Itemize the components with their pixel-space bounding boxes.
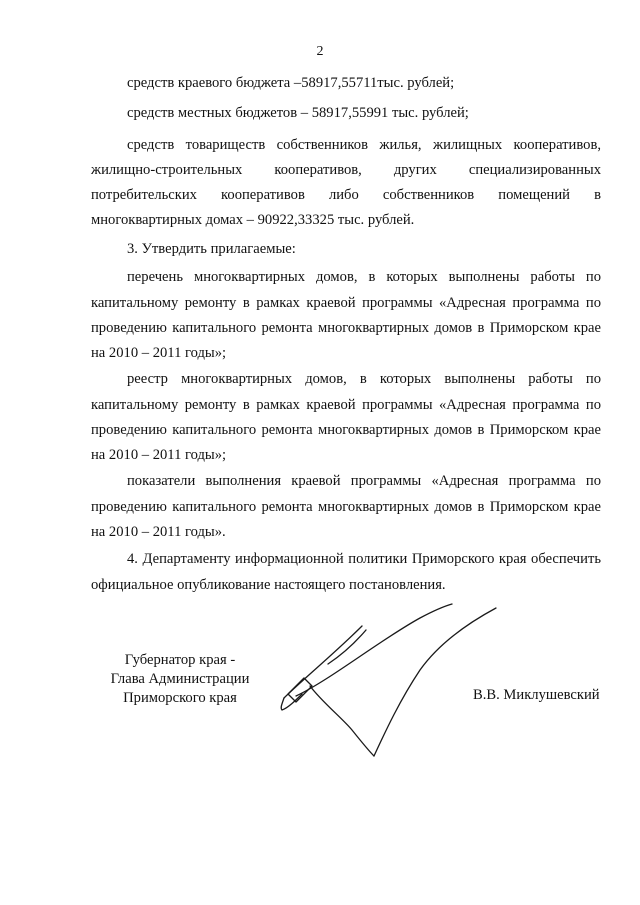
signatory-title-line-3: Приморского края <box>123 690 237 706</box>
list1-line-2: капитальному ремонту в рамках краевой программы «Адресная программа по <box>91 295 601 311</box>
page-number: 2 <box>316 44 324 59</box>
list1-line-1: перечень многоквартирных домов, в которых выполнены работы по <box>127 269 601 285</box>
list1-line-3: проведению капитального ремонта многоквартирных домов в Приморском крае <box>91 320 601 336</box>
signatory-name: В.В. Миклушевский <box>473 687 600 703</box>
list2-line-2: капитальному ремонту в рамках краевой программы «Адресная программа по <box>91 397 601 413</box>
funding-associations-line-1: средств товариществ собственников жилья, жилищных кооперативов, <box>127 137 601 153</box>
signatory-title-line-1: Губернатор края - <box>124 652 236 668</box>
item4-line-1: 4. Департаменту информационной политики Приморского края обеспечить <box>127 551 601 567</box>
handwritten-signature <box>270 600 510 760</box>
item3-heading: 3. Утвердить прилагаемые: <box>127 241 296 257</box>
funding-regional: средств краевого бюджета –58917,55711тыс. рублей; <box>127 75 455 91</box>
funding-associations-line-3: потребительских кооперативов либо собственников помещений в <box>91 187 601 203</box>
list2-line-4: на 2010 – 2011 годы»; <box>91 447 227 463</box>
list3-line-2: проведению капитального ремонта многоквартирных домов в Приморском крае <box>91 499 601 515</box>
list3-line-1: показатели выполнения краевой программы «Адресная программа по <box>127 473 601 489</box>
list2-line-3: проведению капитального ремонта многоквартирных домов в Приморском крае <box>91 422 601 438</box>
list1-line-4: на 2010 – 2011 годы»; <box>91 345 227 361</box>
funding-local: средств местных бюджетов – 58917,55991 тыс. рублей; <box>127 105 469 121</box>
signatory-title-line-2: Глава Администрации <box>110 671 250 687</box>
list2-line-1: реестр многоквартирных домов, в которых выполнены работы по <box>127 371 601 387</box>
item4-line-2: официальное опубликование настоящего постановления. <box>91 577 446 593</box>
funding-associations-line-4: многоквартирных домах – 90922,33325 тыс. рублей. <box>91 212 415 228</box>
list3-line-3: на 2010 – 2011 годы». <box>91 524 226 540</box>
funding-associations-line-2: жилищно-строительных кооперативов, других специализированных <box>91 162 601 178</box>
